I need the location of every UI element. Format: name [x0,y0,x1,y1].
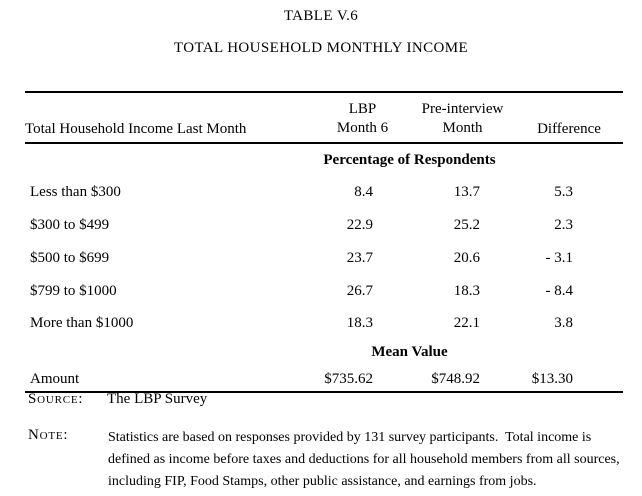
col-header-lbp-line1: LBP [348,101,377,117]
section-header-percentage: Percentage of Respondents [323,151,496,168]
col-header-lbp-line2: Month 6 [336,120,389,136]
col-header-lbp-month6 [315,92,410,143]
table-row [25,242,623,275]
note-line: defined as income before taxes and deductions for all household members from all sources, [108,452,620,467]
lbp-value: $735.62 [324,370,373,387]
note-line: including FIP, Food Stamps, other public assistance, and earnings from jobs. [108,474,537,489]
table-row [25,308,623,338]
note-text [108,427,620,493]
preinterview-value: 20.6 [453,250,480,266]
col-header-income-label: Total Household Income Last Month [25,121,247,137]
col-header-preinterview-month [410,92,515,143]
amount-row [25,367,623,392]
preinterview-value: $748.92 [431,370,480,387]
table-row [25,275,623,308]
preinterview-value: 22.1 [453,314,480,331]
lbp-value: 8.4 [354,184,373,200]
section-header-mean-row [25,338,623,367]
row-label: $799 to $1000 [30,283,117,299]
note-line: Statistics are based on responses provided by 131 survey participants. Total income is [108,430,592,445]
difference-value: 3.8 [554,314,573,331]
row-label: Less than $300 [30,184,121,200]
section-header-mean: Mean Value [371,344,448,360]
source-label: Source: [28,391,84,407]
lbp-value: 22.9 [346,217,373,233]
page-title: TABLE V.6 [283,8,359,24]
section-header-percentage-row [25,143,623,176]
lbp-value: 18.3 [346,314,373,331]
table-row [25,209,623,242]
note-label: Note: [28,427,69,443]
row-label: $500 to $699 [30,250,110,266]
row-label: Amount [30,370,80,387]
table-header-row [25,92,623,143]
preinterview-value: 18.3 [453,283,480,299]
difference-value: 2.3 [554,217,573,233]
lbp-value: 26.7 [346,283,373,299]
col-header-preinterview-line2: Month [442,120,483,136]
difference-value: 5.3 [554,184,573,200]
note-block [28,427,620,493]
difference-value: $13.30 [531,370,573,387]
difference-value: - 3.1 [545,250,573,266]
row-label: $300 to $499 [30,217,110,233]
lbp-value: 23.7 [346,250,373,266]
col-header-preinterview-line1: Pre-interview [421,101,504,117]
preinterview-value: 25.2 [453,217,480,233]
source-text: The LBP Survey [107,391,208,407]
row-label: More than $1000 [30,314,134,331]
col-header-difference: Difference [537,121,601,137]
preinterview-value: 13.7 [453,184,480,200]
difference-value: - 8.4 [545,283,573,299]
source-note [28,391,207,408]
page-subtitle: TOTAL HOUSEHOLD MONTHLY INCOME [173,40,469,56]
income-table [25,91,623,393]
table-row [25,176,623,209]
